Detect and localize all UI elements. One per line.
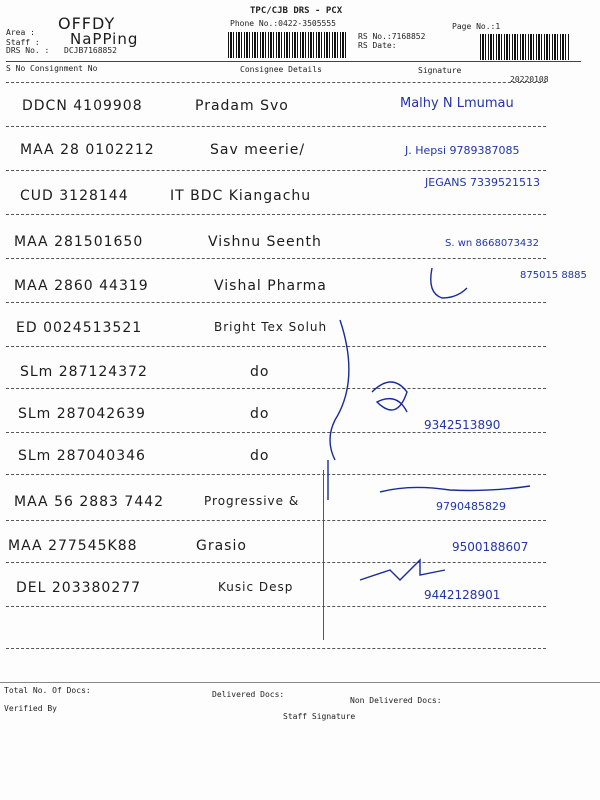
row-9-consignee: do (250, 448, 270, 464)
row-5-signature: 875015 8885 (520, 270, 587, 281)
row-4-consignee: Vishnu Seenth (208, 234, 322, 250)
row-3-signature: JEGANS 7339521513 (425, 176, 540, 189)
row-2-signature: J. Hepsi 9789387085 (405, 144, 520, 157)
row-6-consignee: Bright Tex Soluh (214, 320, 328, 334)
staff-label: Staff : (6, 38, 40, 47)
non-delivered-docs-label: Non Delivered Docs: (350, 696, 442, 705)
drs-label: DRS No. : (6, 46, 50, 55)
document-title: TPC/CJB DRS - PCX (250, 6, 343, 16)
print-date: 20220108 (510, 75, 549, 84)
row-11-consignment: MAA 277545K88 (8, 538, 138, 554)
row-12-consignment: DEL 203380277 (16, 580, 142, 596)
row-2-consignee: Sav meerie/ (210, 142, 306, 158)
row-5-consignment: MAA 2860 44319 (14, 278, 149, 294)
area-value: OFFDY (58, 14, 116, 33)
row-12-signature: 9442128901 (424, 588, 501, 602)
rs-date: RS Date: (358, 41, 397, 50)
pen-line (323, 470, 324, 640)
area-label: Area : (6, 28, 35, 37)
row-12-consignee: Kusic Desp (218, 580, 294, 594)
col-consignment: Consignment No (30, 64, 98, 73)
staff-signature-label: Staff Signature (283, 712, 356, 721)
rs-number: RS No.:7168852 (358, 32, 426, 41)
row-1-consignment: DDCN 4109908 (22, 98, 143, 114)
row-8-consignment: SLm 287042639 (18, 406, 146, 422)
footer-rule (0, 682, 600, 683)
row-3-consignee: IT BDC Kiangachu (170, 188, 312, 204)
row-11-consignee: Grasio (196, 538, 247, 554)
row-4-signature: S. wn 8668073432 (445, 238, 540, 249)
staff-value: NaPPing (70, 30, 139, 48)
row-6-consignment: ED 0024513521 (16, 320, 143, 336)
delivered-docs-label: Delivered Docs: (212, 690, 285, 699)
row-3-consignment: CUD 3128144 (20, 188, 129, 204)
phone-number: Phone No.:0422-3505555 (230, 19, 336, 28)
row-8-consignee: do (250, 406, 270, 422)
col-s-no: S No (6, 64, 26, 73)
row-2-consignment: MAA 28 0102212 (20, 142, 155, 158)
row-1-signature: Malhy N Lmumau (400, 96, 514, 111)
row-4-consignment: MAA 281501650 (14, 234, 144, 250)
row-11-signature: 9500188607 (452, 540, 529, 554)
col-signature: Signature (418, 66, 462, 75)
row-7-consignment: SLm 287124372 (20, 364, 148, 380)
row-10-consignee: Progressive & (204, 494, 300, 508)
col-consignee: Consignee Details (240, 65, 322, 74)
row-9-consignment: SLm 287040346 (18, 448, 146, 464)
page-number: Page No.:1 (452, 22, 501, 31)
row-10-signature: 9790485829 (436, 500, 506, 513)
row-10-consignment: MAA 56 2883 7442 (14, 494, 165, 510)
total-docs-label: Total No. Of Docs: (4, 686, 91, 695)
row-7-consignee: do (250, 364, 270, 380)
row-8-signature: 9342513890 (424, 418, 501, 432)
row-5-consignee: Vishal Pharma (214, 278, 327, 294)
verified-by-label: Verified By (4, 704, 57, 713)
drs-value: DCJB7168852 (64, 46, 117, 55)
row-1-consignee: Pradam Svo (195, 98, 289, 114)
